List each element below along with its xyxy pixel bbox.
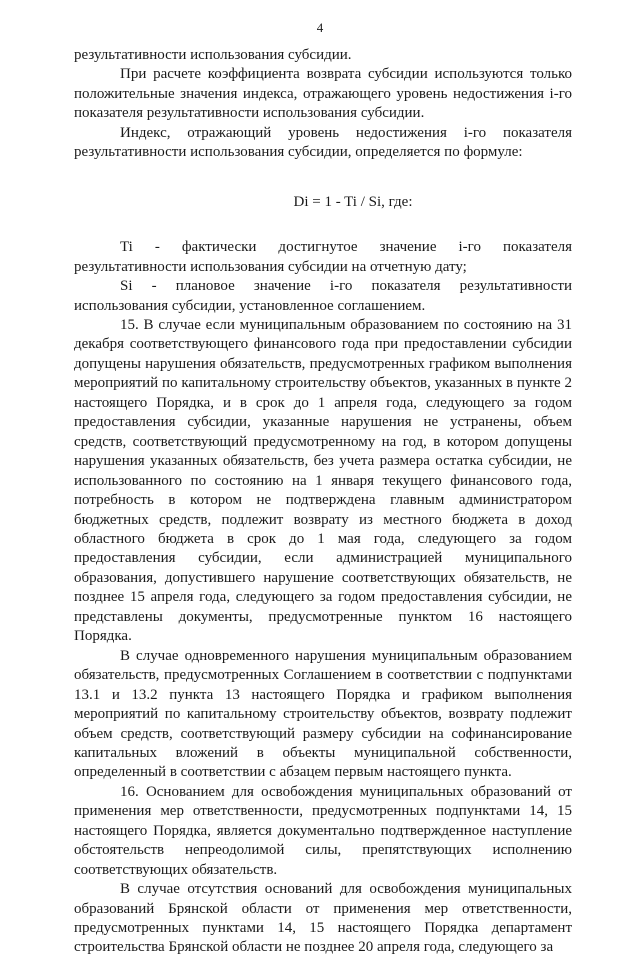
page-number: 4 — [316, 20, 324, 35]
paragraph-no-grounds: В случае отсутствия оснований для освобождения муниципальных образований Брянской области от применения мер ответственности, предусмотренных пунктами 14, 15 настоящего Порядка департамент строительства Брянской области не позднее 20 апреля года, следующего за — [74, 881, 572, 956]
paragraph-item-15: 15. В случае если муниципальным образованием по состоянию на 31 декабря соответствующего финансового года при предоставлении субсидии допущены нарушения обязательств, предусмотренных графиком выполнения мероприятий по капитальному строительству объектов, указанных в пункте 2 настоящего Порядка, и в срок до 1 апреля года, следующего за годом предоставления субсидии, указанные нарушения не устранены, объем средств, соответствующий предусмотренному на год, в котором допущены нарушения указанных обязательств, без учета размера остатка субсидии, не использованного по состоянию на 1 января текущего финансового года, потребность в котором не подтверждена главным администратором бюджетных средств, подлежит возврату из местного бюджета в доход областного бюджета в срок до 1 мая года, следующего за годом предоставления субсидии, если администрацией муниципального образования, допустившего нарушение соответствующих обязательств, не позднее 15 апреля года, следующего за годом предоставления субсидии, не представлены документы, предусмотренные пунктом 16 настоящего Порядка. — [74, 316, 572, 645]
document-body — [74, 46, 572, 958]
paragraph-continuation: результативности использования субсидии. — [74, 47, 352, 63]
paragraph-ti-definition: Ti - фактически достигнутое значение i-го показателя результативности использования субсидии на отчетную дату; — [74, 239, 572, 275]
paragraph-item-16: 16. Основанием для освобождения муниципальных образований от применения мер ответственности, предусмотренных подпунктами 14, 15 настоящего Порядка, является документально подтвержденное наступление обстоятельств непреодолимой силы, препятствующих исполнению соответствующих обязательств. — [74, 783, 572, 878]
paragraph-simultaneous-violation: В случае одновременного нарушения муниципальным образованием обязательств, предусмотренных Соглашением в соответствии с подпунктами 13.1 и 13.2 пункта 13 настоящего Порядка и графиком выполнения мероприятий по капитальному строительству объектов, возврату подлежит объем средств, соответствующий размеру субсидии на софинансирование капитальных вложений в объекты муниципальной собственности, определенный в соответствии с абзацем первым настоящего пункта. — [74, 647, 572, 781]
paragraph-index-definition: Индекс, отражающий уровень недостижения i-го показателя результативности использования субсидии, определяется по формуле: — [74, 124, 572, 161]
paragraph-si-definition: Si - плановое значение i-го показателя результативности использования субсидии, установленное соглашением. — [74, 278, 572, 314]
formula: Di = 1 - Ti / Si, где: — [293, 193, 413, 210]
paragraph-coefficient-note: При расчете коэффициента возврата субсидии используются только положительные значения индекса, отражающего уровень недостижения i-го показателя результативности использования субсидии. — [74, 66, 572, 122]
